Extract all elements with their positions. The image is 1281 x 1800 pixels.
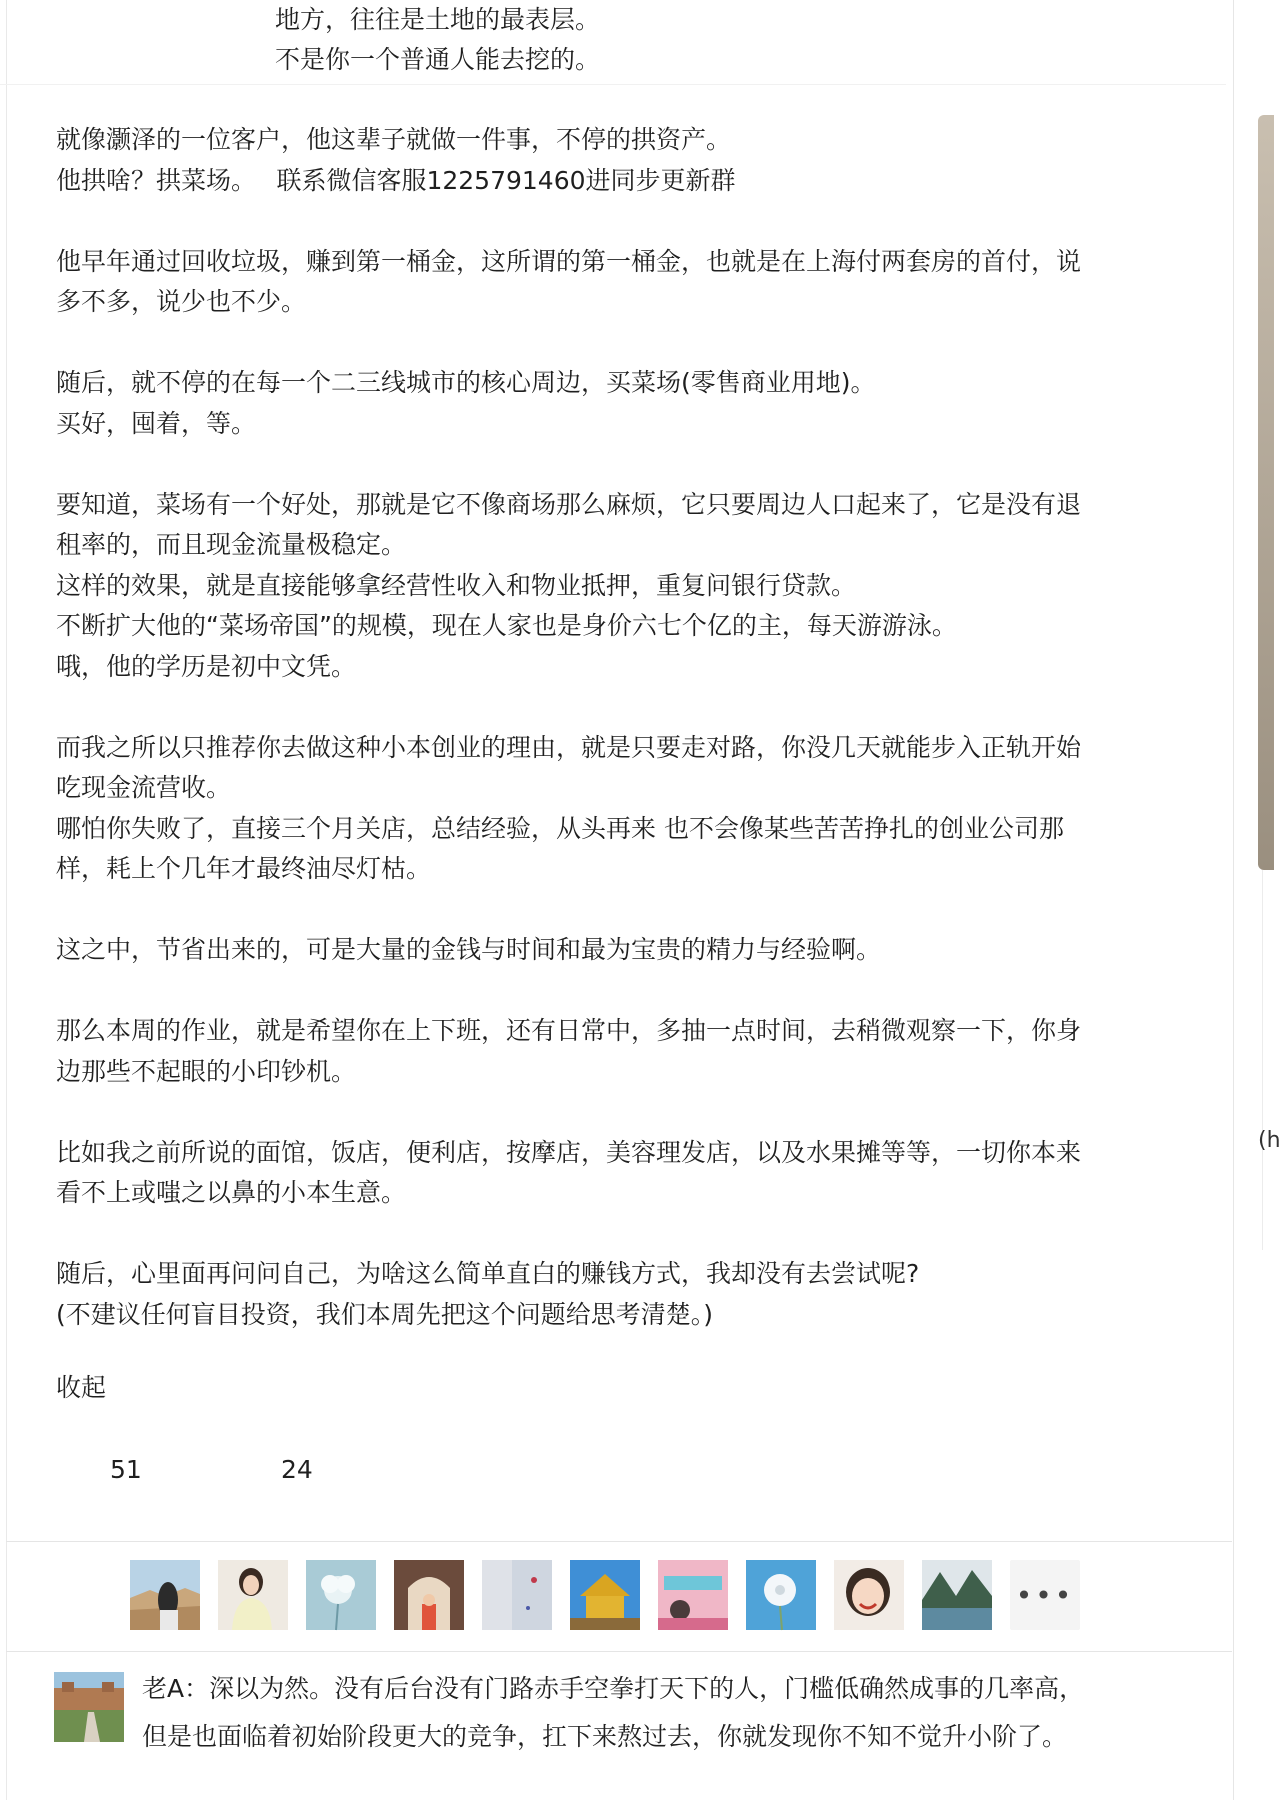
paragraph [56, 1133, 1176, 1214]
text-line: 买好，囤着，等。 [56, 408, 257, 438]
liker-avatar-temple[interactable] [570, 1560, 640, 1630]
paragraph [56, 363, 1176, 444]
quoted-text [275, 0, 600, 80]
liker-avatar-doorway[interactable] [394, 1560, 464, 1630]
liker-avatar-desert-cliff[interactable] [130, 1560, 200, 1630]
quote-line: 不是你一个普通人能去挖的。 [275, 45, 601, 74]
divider [0, 84, 1226, 85]
text-line: 哦，他的学历是初中文凭。 [56, 651, 357, 681]
text-line: 吃现金流营收。 [56, 773, 232, 802]
paragraph [56, 1011, 1176, 1092]
text-line: 随后，就不停的在每一个二三线城市的核心周边，买菜场(零售商业用地)。 [56, 368, 876, 397]
text-line: 租率的，而且现金流量极稳定。 [56, 530, 407, 559]
text-line: 哪怕你失败了，直接三个月关店，总结经验，从头再来 也不会像某些苦苦挣扎的创业公司那 [56, 813, 1064, 843]
paragraph [56, 930, 1176, 971]
text-line: 随后，心里面再问问自己，为啥这么简单直白的赚钱方式，我却没有去尝试呢? [56, 1259, 920, 1288]
comment-text [142, 1665, 1202, 1761]
post-body [56, 120, 1176, 1376]
liker-avatar-lake[interactable] [922, 1560, 992, 1630]
comment-line: 老A：深以为然。没有后台没有门路赤手空拳打天下的人，门槛低确然成事的几率高， [142, 1674, 1085, 1703]
liker-avatar-girl[interactable] [834, 1560, 904, 1630]
text-line: 要知道，菜场有一个好处，那就是它不像商场那么麻烦，它只要周边人口起来了，它是没有退 [56, 489, 1082, 519]
text-line: 样，耗上个几年才最终油尽灯枯。 [56, 854, 432, 883]
side-panel-text: (h [1258, 1128, 1281, 1153]
liker-avatar-dandelion[interactable] [746, 1560, 816, 1630]
quote-line: 地方，往往是土地的最表层。 [275, 5, 601, 34]
text-line: 多不多，说少也不少。 [56, 287, 307, 316]
paragraph [56, 120, 1176, 201]
liker-avatar-flower[interactable] [306, 1560, 376, 1630]
paragraph [56, 728, 1176, 890]
paragraph [56, 485, 1176, 688]
text-line: (不建议任何盲目投资，我们本周先把这个问题给思考清楚。) [56, 1299, 714, 1329]
liker-avatar-balloons[interactable] [482, 1560, 552, 1630]
text-line: 不断扩大他的“菜场帝国”的规模，现在人家也是身价六七个亿的主，每天游游泳。 [56, 611, 957, 640]
comment-count[interactable]: 24 [281, 1455, 313, 1484]
collapse-link[interactable]: 收起 [56, 1373, 107, 1402]
like-count[interactable]: 51 [110, 1455, 142, 1484]
text-line: 他拱啥？拱菜场。 联系微信客服1225791460进同步更新群 [56, 165, 736, 195]
text-line: 就像灏泽的一位客户，他这辈子就做一件事，不停的拱资产。 [56, 125, 732, 154]
text-line: 而我之所以只推荐你去做这种小本创业的理由，就是只要走对路，你没几天就能步入正轨开始 [56, 732, 1082, 762]
liker-avatar-list [130, 1560, 1080, 1630]
comment-line: 但是也面临着初始阶段更大的竞争，扛下来熬过去，你就发现你不知不觉升小阶了。 [142, 1722, 1068, 1751]
paragraph [56, 1254, 1176, 1335]
liker-avatar-birthday[interactable] [658, 1560, 728, 1630]
divider [6, 1541, 1232, 1542]
text-line: 看不上或嗤之以鼻的小本生意。 [56, 1178, 407, 1207]
text-line: 他早年通过回收垃圾，赚到第一桶金，这所谓的第一桶金，也就是在上海付两套房的首付，说 [56, 246, 1082, 276]
text-line: 这样的效果，就是直接能够拿经营性收入和物业抵押，重复问银行贷款。 [56, 570, 857, 600]
liker-avatar-woman[interactable] [218, 1560, 288, 1630]
text-line: 这之中，节省出来的，可是大量的金钱与时间和最为宝贵的精力与经验啊。 [56, 935, 882, 964]
more-likers-button[interactable]: ••• [1010, 1560, 1080, 1630]
text-line: 那么本周的作业，就是希望你在上下班，还有日常中，多抽一点时间，去稍微观察一下，你身 [56, 1016, 1082, 1045]
commenter-avatar[interactable] [54, 1672, 124, 1742]
side-panel-edge [1262, 870, 1275, 1250]
paragraph [56, 242, 1176, 323]
side-image-edge [1258, 115, 1274, 870]
divider [6, 1651, 1232, 1652]
text-line: 比如我之前所说的面馆，饭店，便利店，按摩店，美容理发店，以及水果摊等等，一切你本来 [56, 1137, 1082, 1167]
text-line: 边那些不起眼的小印钞机。 [56, 1056, 357, 1086]
